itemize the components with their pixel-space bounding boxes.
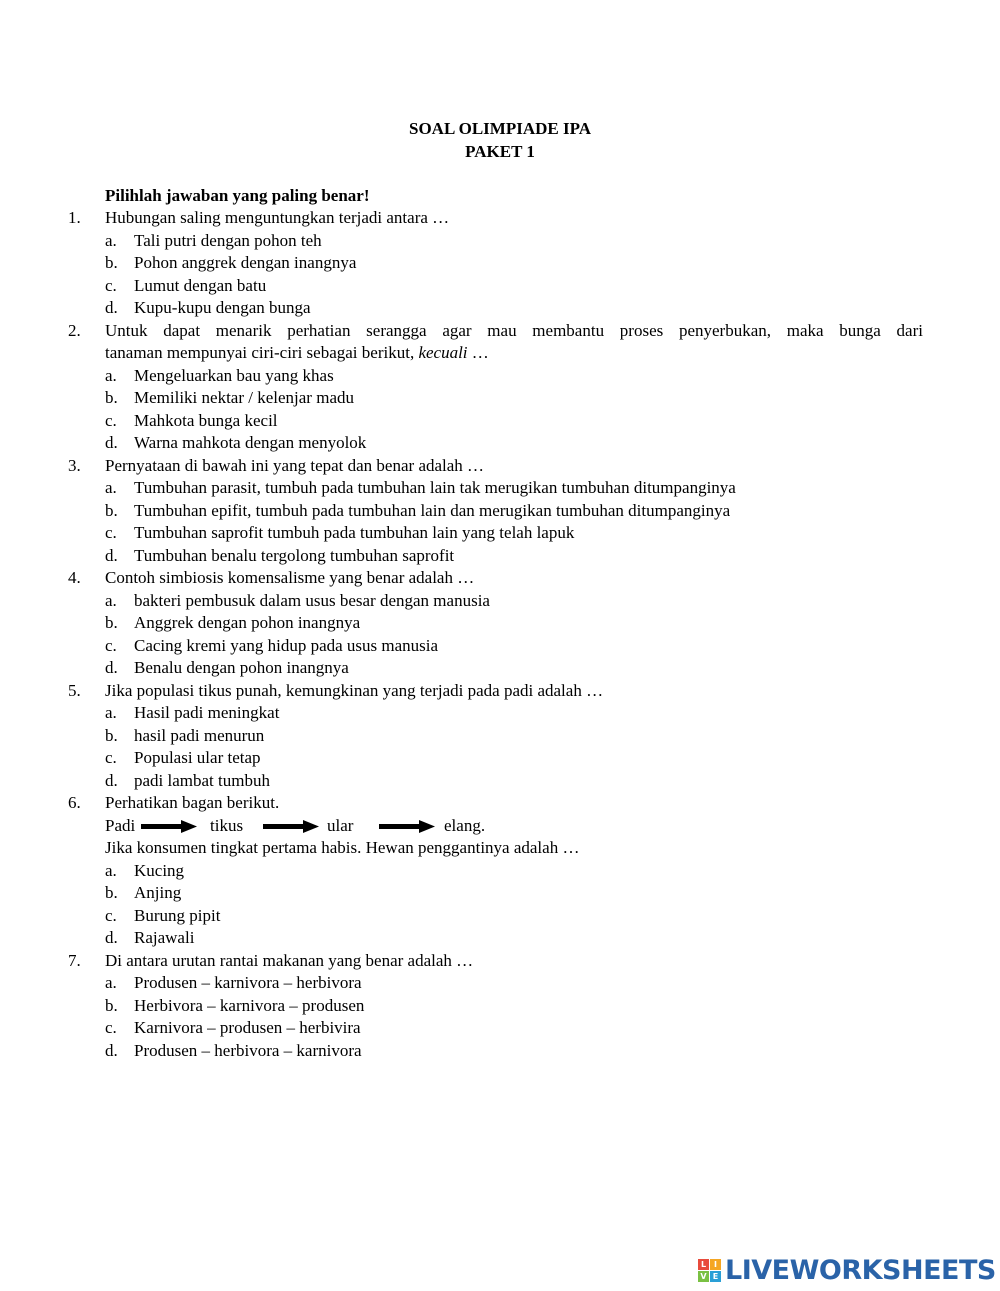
answer-option xyxy=(0,252,1000,275)
option-text: Kucing xyxy=(134,860,185,880)
answer-option xyxy=(0,747,1000,770)
food-chain-item: ular xyxy=(327,815,354,835)
answer-option xyxy=(0,657,1000,680)
question-list xyxy=(0,207,1000,1062)
question-text xyxy=(105,342,489,365)
answer-option xyxy=(0,612,1000,635)
answer-option xyxy=(0,522,1000,545)
answer-option xyxy=(0,477,1000,500)
option-letter: d. xyxy=(105,928,118,947)
option-text: hasil padi menurun xyxy=(134,725,265,745)
option-letter: c. xyxy=(105,410,117,430)
question-text-part: Contoh simbiosis komensalisme yang benar adalah … xyxy=(105,568,475,587)
answer-option xyxy=(0,432,1000,455)
answer-option xyxy=(0,297,1000,320)
food-chain-item: tikus xyxy=(210,815,244,835)
option-text: Anjing xyxy=(134,883,182,902)
question-line xyxy=(0,342,1000,365)
option-text: padi lambat tumbuh xyxy=(134,770,270,790)
option-text: Lumut dengan batu xyxy=(134,275,267,295)
answer-option xyxy=(0,387,1000,410)
answer-option xyxy=(0,590,1000,613)
arrow-right-icon xyxy=(141,820,197,833)
logo-badge-icon xyxy=(698,1259,721,1282)
option-letter: d. xyxy=(105,298,118,317)
option-letter: b. xyxy=(105,725,118,745)
answer-option xyxy=(0,905,1000,928)
question-line xyxy=(0,567,1000,590)
option-text: Tumbuhan benalu tergolong tumbuhan saprofit xyxy=(134,545,455,565)
question-number: 7. xyxy=(68,950,81,970)
option-text: Mahkota bunga kecil xyxy=(134,410,278,430)
question-number: 2. xyxy=(68,320,81,340)
answer-option xyxy=(0,882,1000,905)
question-number: 3. xyxy=(68,455,81,475)
answer-option xyxy=(0,702,1000,725)
question-text xyxy=(105,950,473,973)
logo-badge-letter: I xyxy=(710,1259,721,1270)
option-text: Kupu-kupu dengan bunga xyxy=(134,298,311,317)
option-text: Memiliki nektar / kelenjar madu xyxy=(134,388,354,407)
option-letter: c. xyxy=(105,905,117,925)
option-letter: b. xyxy=(105,500,118,520)
answer-option xyxy=(0,410,1000,433)
question-text-part: Hubungan saling menguntungkan terjadi antara … xyxy=(105,208,450,227)
question-text xyxy=(105,320,923,343)
option-text: Rajawali xyxy=(134,928,195,947)
answer-option xyxy=(0,230,1000,253)
answer-option xyxy=(0,725,1000,748)
option-text: Burung pipit xyxy=(134,905,221,925)
food-chain-item: Padi xyxy=(105,815,136,835)
answer-option xyxy=(0,972,1000,995)
question-text-part: Di antara urutan rantai makanan yang benar adalah … xyxy=(105,950,474,970)
question-text xyxy=(105,207,449,230)
answer-option xyxy=(0,860,1000,883)
question-number: 1. xyxy=(68,208,81,227)
answer-option xyxy=(0,1017,1000,1040)
option-text: Herbivora – karnivora – produsen xyxy=(134,995,365,1015)
option-text: Produsen – herbivora – karnivora xyxy=(134,1040,362,1060)
option-letter: a. xyxy=(105,973,117,992)
answer-option xyxy=(0,500,1000,523)
answer-option xyxy=(0,275,1000,298)
question-line xyxy=(0,680,1000,703)
option-text: Mengeluarkan bau yang khas xyxy=(134,365,334,385)
logo-badge-letter: L xyxy=(698,1259,709,1270)
option-letter: c. xyxy=(105,635,117,655)
answer-option xyxy=(0,1040,1000,1063)
arrow-right-icon xyxy=(379,820,435,833)
question-text-part: Perhatikan bagan berikut. xyxy=(105,793,280,812)
option-letter: a. xyxy=(105,590,117,610)
option-letter: b. xyxy=(105,883,118,902)
question-line xyxy=(0,320,1000,343)
option-text: Populasi ular tetap xyxy=(134,748,261,767)
question-text xyxy=(105,455,484,478)
option-letter: c. xyxy=(105,523,117,542)
option-letter: c. xyxy=(105,275,117,295)
question-text-part: Untuk dapat menarik perhatian serangga agar mau membantu proses penyerbukan, maka bunga dari xyxy=(105,320,923,340)
question-line xyxy=(0,950,1000,973)
option-letter: d. xyxy=(105,545,118,565)
arrow-right-icon xyxy=(263,820,319,833)
option-text: Tumbuhan epifit, tumbuh pada tumbuhan lain dan merugikan tumbuhan ditumpanginya xyxy=(134,500,731,520)
option-letter: a. xyxy=(105,478,117,497)
option-letter: d. xyxy=(105,1040,118,1060)
option-text: Karnivora – produsen – herbivira xyxy=(134,1018,361,1037)
food-chain xyxy=(0,815,1000,838)
document-title: SOAL OLIMPIADE IPA xyxy=(409,119,591,138)
option-text: Hasil padi meningkat xyxy=(134,703,280,722)
option-text: Cacing kremi yang hidup pada usus manusia xyxy=(134,635,439,655)
question-text-part: tanaman mempunyai ciri-ciri sebagai berikut, xyxy=(105,343,415,362)
logo-text: LIVEWORKSHEETS xyxy=(725,1254,996,1286)
option-letter: b. xyxy=(105,253,118,272)
question-tail: … xyxy=(467,343,489,362)
document-subtitle: PAKET 1 xyxy=(465,142,535,161)
answer-option xyxy=(0,770,1000,793)
question-number: 6. xyxy=(68,793,81,812)
option-text: Tumbuhan parasit, tumbuh pada tumbuhan lain tak merugikan tumbuhan ditumpanginya xyxy=(134,478,736,497)
logo-badge-letter: V xyxy=(698,1271,709,1282)
question-text-part: Pernyataan di bawah ini yang tepat dan benar adalah … xyxy=(105,455,485,475)
question-emphasis: kecuali xyxy=(418,343,468,362)
option-letter: b. xyxy=(105,388,118,407)
question-text xyxy=(105,792,279,815)
liveworksheets-logo xyxy=(698,1255,996,1285)
question-number: 5. xyxy=(68,680,81,700)
option-letter: c. xyxy=(105,1018,117,1037)
answer-option xyxy=(0,927,1000,950)
logo-badge-letter: E xyxy=(710,1271,721,1282)
option-text: Produsen – karnivora – herbivora xyxy=(134,973,362,992)
option-text: Pohon anggrek dengan inangnya xyxy=(134,253,357,272)
option-letter: d. xyxy=(105,658,118,677)
question-text xyxy=(105,680,603,703)
option-letter: d. xyxy=(105,770,118,790)
answer-option xyxy=(0,365,1000,388)
food-chain-item: elang. xyxy=(444,815,486,835)
option-text: Benalu dengan pohon inangnya xyxy=(134,658,349,677)
answer-option xyxy=(0,635,1000,658)
option-letter: b. xyxy=(105,995,118,1015)
question-line xyxy=(0,455,1000,478)
question-line xyxy=(0,837,1000,860)
option-text: bakteri pembusuk dalam usus besar dengan manusia xyxy=(134,590,490,610)
question-text: Jika konsumen tingkat pertama habis. Hewan penggantinya adalah … xyxy=(105,838,580,857)
option-text: Warna mahkota dengan menyolok xyxy=(134,433,367,452)
option-letter: c. xyxy=(105,748,117,767)
answer-option xyxy=(0,995,1000,1018)
option-letter: a. xyxy=(105,703,117,722)
option-letter: b. xyxy=(105,613,118,632)
instruction: Pilihlah jawaban yang paling benar! xyxy=(105,186,370,205)
option-text: Tali putri dengan pohon teh xyxy=(134,230,322,250)
question-line xyxy=(0,207,1000,230)
question-text xyxy=(105,567,474,590)
option-letter: a. xyxy=(105,230,117,250)
option-text: Anggrek dengan pohon inangnya xyxy=(134,613,361,632)
question-text-part: Jika populasi tikus punah, kemungkinan yang terjadi pada padi adalah … xyxy=(105,680,604,700)
option-letter: a. xyxy=(105,860,117,880)
option-text: Tumbuhan saprofit tumbuh pada tumbuhan lain yang telah lapuk xyxy=(134,523,575,542)
question-number: 4. xyxy=(68,568,81,587)
option-letter: d. xyxy=(105,433,118,452)
question-line xyxy=(0,792,1000,815)
option-letter: a. xyxy=(105,365,117,385)
answer-option xyxy=(0,545,1000,568)
